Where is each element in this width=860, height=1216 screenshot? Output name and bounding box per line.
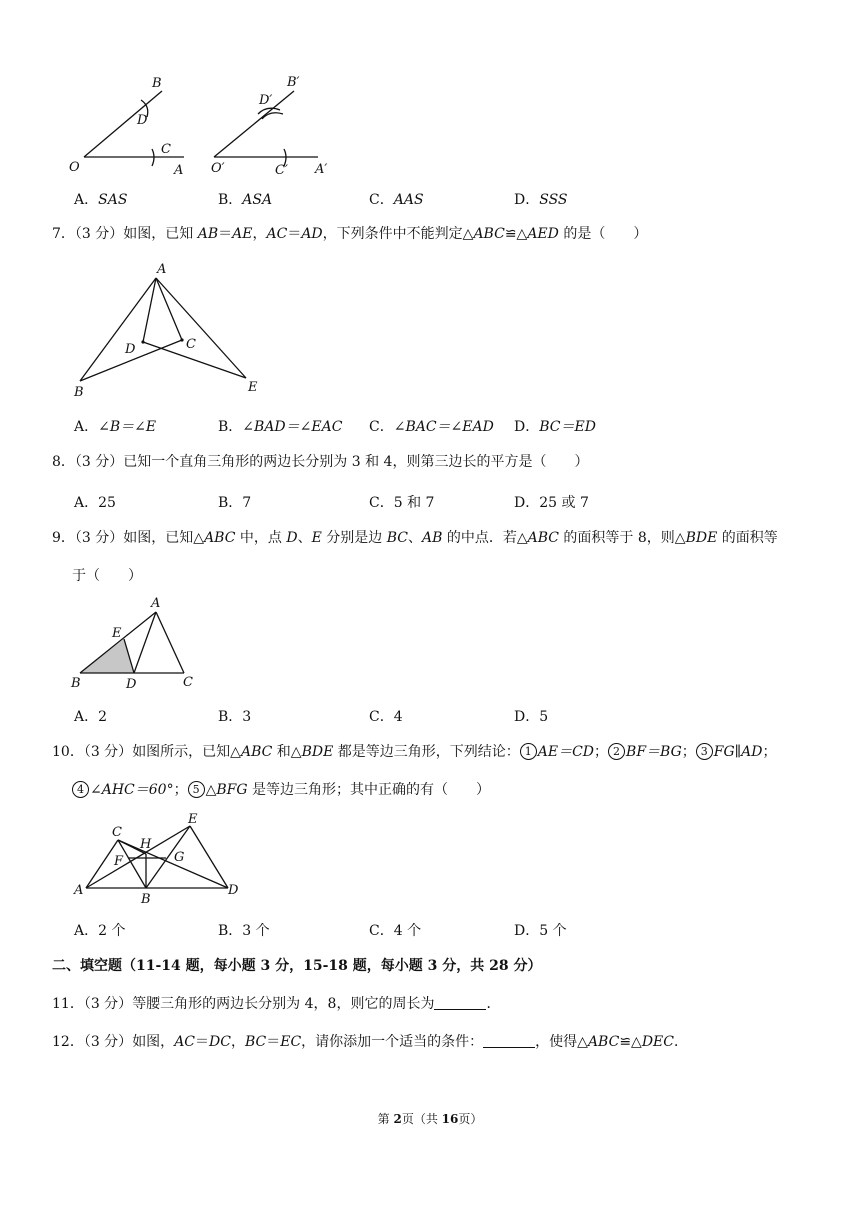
q10-option-b[interactable]: B．3 个: [218, 923, 270, 939]
q6-label-c: C: [161, 142, 171, 157]
q9-label-b: B: [71, 676, 81, 691]
q7-option-b[interactable]: B．∠BAD＝∠EAC: [218, 419, 343, 435]
q6-label-b: B: [152, 76, 162, 91]
page-footer: 第 2页（共 16页）: [377, 1112, 483, 1126]
q8-option-a[interactable]: A．25: [74, 495, 116, 511]
q10-label-e: E: [188, 812, 198, 827]
q7-label-e: E: [248, 380, 258, 395]
q11-answer-blank[interactable]: [434, 995, 486, 1010]
q6-label-a: A: [174, 163, 184, 178]
q8-option-c[interactable]: C．5 和 7: [369, 495, 435, 511]
q6-label-o: O: [69, 160, 80, 175]
q9-label-a: A: [151, 596, 161, 611]
q6-label-c-prime: C′: [275, 163, 288, 178]
q6-option-c[interactable]: C．AAS: [369, 192, 424, 208]
q10-label-h: H: [140, 837, 152, 852]
q6-option-d[interactable]: D．SSS: [514, 192, 568, 208]
circled-2-icon: 2: [608, 743, 625, 760]
q10-option-a[interactable]: A．2 个: [74, 923, 126, 939]
q9-stem-line2: 于（ ）: [72, 568, 142, 584]
q8-option-b[interactable]: B．7: [218, 495, 252, 511]
q11-stem: 11．（3 分）等腰三角形的两边长分别为 4，8，则它的周长为 ．: [52, 996, 501, 1012]
q7-label-a: A: [157, 262, 167, 277]
q10-label-g: G: [174, 850, 185, 865]
q9-option-c[interactable]: C．4: [369, 709, 403, 725]
q7-label-b: B: [74, 385, 84, 400]
q10-stem-line2: 4 ∠AHC＝60°； 5 △BFG 是等边三角形；其中正确的有（ ）: [72, 780, 490, 800]
q6-label-o-prime: O′: [211, 161, 225, 176]
q7-label-d: D: [125, 342, 136, 357]
q6-option-a[interactable]: A．SAS: [74, 192, 128, 208]
q6-label-d: D: [137, 113, 148, 128]
q10-label-c: C: [112, 825, 122, 840]
q10-label-d: D: [228, 883, 239, 898]
q6-label-a-prime: A′: [315, 162, 328, 177]
q9-option-b[interactable]: B．3: [218, 709, 252, 725]
q9-stem: 9．（3 分）如图，已知△ABC 中，点 D、E 分别是边 BC、AB 的中点．若△ABC 的面积等于 8，则△BDE 的面积等: [52, 530, 778, 546]
circled-4-icon: 4: [72, 781, 89, 798]
q9-label-c: C: [183, 675, 193, 690]
q9-label-d: D: [126, 677, 137, 692]
q7-stem: 7．（3 分）如图，已知 AB＝AE，AC＝AD，下列条件中不能判定△ABC≌△AED 的是（ ）: [52, 226, 648, 242]
q6-label-d-prime: D′: [259, 93, 273, 108]
q10-label-a: A: [74, 883, 84, 898]
circled-3-icon: 3: [696, 743, 713, 760]
q12-answer-blank[interactable]: [483, 1033, 535, 1048]
q9-label-e: E: [112, 626, 122, 641]
circled-5-icon: 5: [188, 781, 205, 798]
q12-stem: 12．（3 分）如图，AC＝DC，BC＝EC，请你添加一个适当的条件： ，使得△ABC≌△DEC．: [52, 1034, 688, 1050]
current-page-number: 2: [393, 1112, 402, 1126]
q10-option-d[interactable]: D．5 个: [514, 923, 567, 939]
q10-label-f: F: [114, 854, 124, 869]
q10-seg-ed: [190, 826, 228, 888]
section-2-title: 二、填空题（11-14 题，每小题 3 分，15-18 题，每小题 3 分，共 28 分）: [52, 958, 542, 974]
q7-option-d[interactable]: D．BC＝ED: [514, 419, 596, 435]
q6-option-b[interactable]: B．ASA: [218, 192, 273, 208]
q7-label-c: C: [186, 337, 196, 352]
q7-option-a[interactable]: A．∠B＝∠E: [74, 419, 157, 435]
q10-option-c[interactable]: C．4 个: [369, 923, 422, 939]
circled-1-icon: 1: [520, 743, 537, 760]
q9-option-a[interactable]: A．2: [74, 709, 108, 725]
total-page-count: 16: [441, 1112, 459, 1126]
q8-stem: 8．（3 分）已知一个直角三角形的两边长分别为 3 和 4，则第三边长的平方是（ ）: [52, 454, 589, 470]
q10-stem: 10．（3 分）如图所示，已知△ABC 和△BDE 都是等边三角形，下列结论： 1 AE＝CD； 2 BF＝BG； 3 FG∥AD；: [52, 744, 777, 760]
q7-option-c[interactable]: C．∠BAC＝∠EAD: [369, 419, 494, 435]
q10-label-b: B: [141, 892, 151, 907]
q10-seg-cd: [118, 840, 228, 888]
q9-option-d[interactable]: D．5: [514, 709, 549, 725]
q6-label-b-prime: B′: [287, 75, 300, 90]
q8-option-d[interactable]: D．25 或 7: [514, 495, 589, 511]
